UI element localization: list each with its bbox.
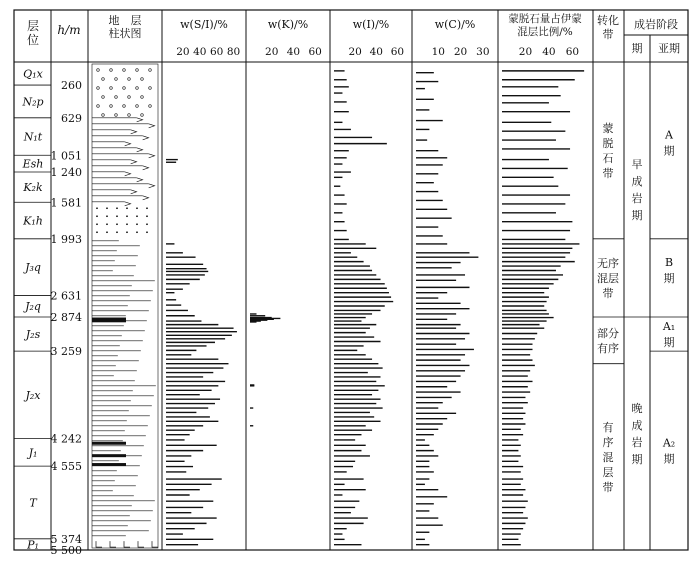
zone-label: 有序混层带 (602, 420, 614, 494)
conglomerate-dot (128, 78, 131, 81)
layer-label: N₁t (23, 130, 43, 144)
conglomerate-dot (123, 105, 126, 108)
period-label: 晚成岩期 (631, 402, 643, 467)
tick-label-si: 20 (176, 46, 190, 58)
coal-seam (92, 319, 126, 322)
sand-dot (106, 215, 108, 217)
basement-mark (152, 541, 158, 547)
sand-dot (146, 231, 148, 233)
subperiod-label: B 期 (663, 255, 675, 285)
sand-dot (126, 207, 128, 209)
layer-label: T (29, 496, 37, 510)
sand-dot (96, 207, 98, 209)
axis-tick-labels (176, 46, 579, 58)
tick-label-ratio: 60 (565, 46, 580, 58)
conglomerate-dot (97, 87, 100, 90)
header-c: w(C)/% (434, 18, 476, 31)
sand-dot (126, 223, 128, 225)
conglomerate-dot (141, 96, 144, 99)
bedding-wedge (149, 154, 155, 158)
tick-label-si: 60 (209, 46, 224, 58)
layer-label: P₁ (27, 538, 39, 552)
conglomerate-dot (149, 105, 152, 108)
depth-label: 5 500 (50, 544, 82, 557)
conglomerate-dot (110, 69, 113, 72)
tick-label-k: 40 (286, 46, 301, 58)
tick-label-ratio: 20 (518, 46, 533, 58)
zone-label: 无序混层带 (597, 256, 619, 300)
coal-seam (92, 442, 126, 445)
tick-label-c: 20 (453, 46, 468, 58)
tick-label-i: 40 (369, 46, 383, 58)
layer-label: K₂k (23, 181, 43, 195)
conglomerate-dot (136, 87, 139, 90)
bedding-wedge (131, 130, 137, 134)
bedding-wedge (137, 118, 143, 122)
layer-table (14, 68, 82, 557)
tick-label-si: 40 (193, 46, 207, 58)
bedding-wedge (143, 136, 149, 140)
header-k: w(K)/% (267, 18, 309, 31)
basement-mark (124, 541, 130, 547)
conglomerate-dot (97, 69, 100, 72)
bedding-wedge (143, 166, 149, 170)
layer-label: J₂q (25, 300, 41, 314)
layer-label: J₂s (25, 328, 41, 342)
conglomerate-dot (102, 114, 105, 117)
sand-dot (146, 207, 148, 209)
sand-dot (96, 223, 98, 225)
conglomerate-dot (149, 87, 152, 90)
basement-mark (96, 541, 102, 547)
subperiod-label: A₁ 期 (662, 320, 676, 350)
depth-label: 4 555 (50, 460, 82, 474)
bedding-wedge (131, 190, 137, 194)
conglomerate-dot (115, 114, 118, 117)
coal-seam (92, 454, 126, 457)
conglomerate-dot (123, 69, 126, 72)
stratigraphic-column (92, 64, 158, 548)
conglomerate-dot (102, 78, 105, 81)
header-layer: 层位 (26, 19, 40, 47)
conglomerate-dot (123, 87, 126, 90)
sand-dot (106, 207, 108, 209)
conglomerate-dot (128, 114, 131, 117)
sand-dot (96, 215, 98, 217)
header-ratio: 蒙脱石量占伊蒙混层比例/% (508, 13, 582, 38)
basement-mark (138, 541, 144, 547)
tick-label-i: 60 (390, 46, 405, 58)
layer-label: Q₁x (23, 67, 43, 81)
depth-label: 1 051 (50, 149, 82, 163)
bedding-wedge (125, 142, 131, 146)
sand-dot (136, 223, 138, 225)
tick-label-c: 30 (476, 46, 490, 58)
conglomerate-dot (97, 105, 100, 108)
zone-column (593, 121, 688, 494)
subperiod-label: A₂ 期 (662, 436, 676, 466)
header-subperiod: 亚期 (658, 42, 680, 55)
bedding-wedge (149, 124, 155, 128)
depth-label: 3 259 (50, 345, 82, 359)
conglomerate-dot (115, 78, 118, 81)
depth-label: 2 631 (50, 289, 82, 303)
sand-dot (126, 215, 128, 217)
conglomerate-dot (141, 114, 144, 117)
sand-dot (136, 231, 138, 233)
tick-label-ratio: 40 (542, 46, 556, 58)
depth-label: 2 874 (50, 311, 82, 325)
tick-label-k: 60 (308, 46, 322, 58)
conglomerate-dot (110, 87, 113, 90)
zone-label: 蒙脱石带 (602, 121, 614, 180)
conglomerate-dot (110, 105, 113, 108)
bedding-wedge (137, 178, 143, 182)
bedding-wedge (125, 172, 131, 176)
bedding-wedge (149, 184, 155, 188)
sand-dot (96, 231, 98, 233)
basement-mark (110, 541, 116, 547)
bedding-wedge (143, 196, 149, 200)
tick-label-si: 80 (226, 46, 241, 58)
conglomerate-dot (115, 96, 118, 99)
sand-dot (116, 223, 118, 225)
header-zone: 转化带 (597, 14, 619, 41)
header-i: w(I)/% (352, 18, 390, 31)
data-bars (166, 71, 584, 545)
period-label: 早成岩期 (631, 158, 643, 223)
header-column: 地 层柱状图 (108, 14, 142, 40)
sand-dot (146, 215, 148, 217)
depth-label: 1 240 (50, 166, 82, 180)
layer-label: J₂x (25, 388, 41, 402)
conglomerate-dot (136, 105, 139, 108)
tick-label-k: 20 (265, 46, 279, 58)
depth-label: 260 (61, 79, 82, 93)
sand-dot (116, 231, 118, 233)
depth-label: 5 374 (50, 532, 82, 546)
bedding-wedge (137, 148, 143, 152)
conglomerate-dot (102, 96, 105, 99)
tick-label-c: 10 (431, 46, 445, 58)
layer-label: J₁ (28, 446, 38, 460)
coal-seam (92, 463, 126, 466)
depth-label: 1 993 (50, 232, 82, 246)
sand-dot (126, 231, 128, 233)
bedding-wedge (125, 202, 131, 206)
layer-label: J₃q (25, 261, 41, 275)
header-period: 期 (631, 42, 643, 55)
layer-label: K₁h (23, 214, 43, 228)
conglomerate-dot (141, 78, 144, 81)
sand-dot (136, 215, 138, 217)
sand-dot (106, 223, 108, 225)
header-depth: h/m (57, 23, 81, 37)
zone-label: 部分有序 (597, 326, 619, 355)
bedding-wedge (131, 160, 137, 164)
conglomerate-dot (136, 69, 139, 72)
header-stage: 成岩阶段 (634, 18, 678, 31)
tick-label-i: 20 (348, 46, 362, 58)
depth-label: 1 581 (50, 196, 82, 210)
layer-label: N₂p (22, 95, 44, 109)
conglomerate-dot (128, 96, 131, 99)
layer-label: Esh (22, 157, 44, 171)
sand-dot (136, 207, 138, 209)
subperiod-label: A 期 (663, 128, 675, 158)
header-si: w(S/I)/% (180, 18, 228, 31)
conglomerate-dot (149, 69, 152, 72)
depth-label: 4 242 (50, 432, 82, 446)
sand-dot (116, 215, 118, 217)
sand-dot (146, 223, 148, 225)
sand-dot (106, 231, 108, 233)
sand-dot (116, 207, 118, 209)
depth-label: 629 (61, 111, 82, 125)
